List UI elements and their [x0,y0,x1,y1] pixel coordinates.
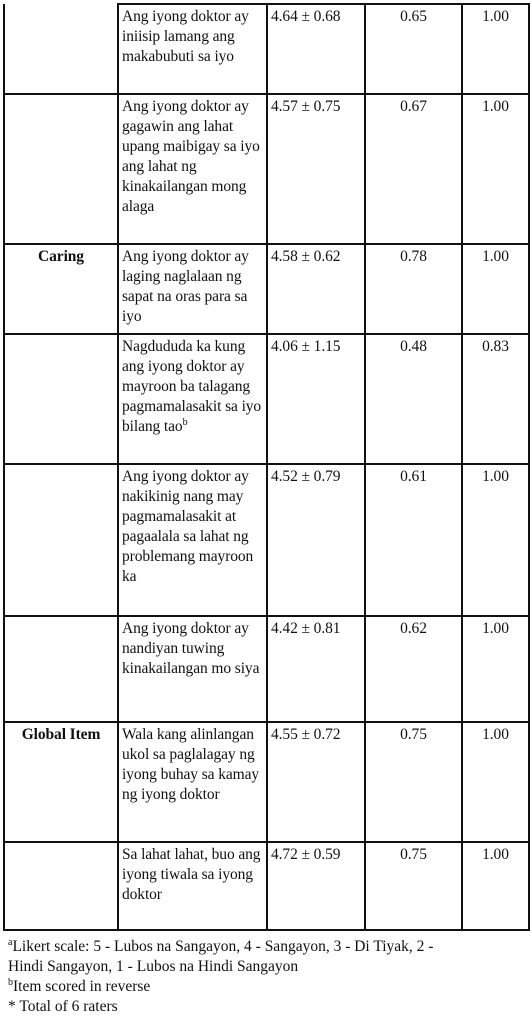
table-row [4,4,529,94]
domain-cell [4,842,118,930]
table-row [4,722,529,842]
item-text: Ang iyong doktor ay iniisip lamang ang makabubuti sa iyo [118,4,267,94]
value-cell-1: 0.62 [365,616,462,722]
domain-cell [4,4,118,94]
table-footnotes [8,937,528,1017]
mean-sd-cell: 4.64 ± 0.68 [267,4,365,94]
table-row [4,94,529,244]
value-cell-2: 1.00 [462,616,529,722]
value-cell-1: 0.75 [365,722,462,842]
mean-sd-cell: 4.58 ± 0.62 [267,244,365,334]
mean-sd-cell: 4.57 ± 0.75 [267,94,365,244]
value-cell-2: 0.83 [462,334,529,464]
value-cell-2: 1.00 [462,722,529,842]
value-cell-1: 0.75 [365,842,462,930]
table-row [4,464,529,616]
value-cell-1: 0.48 [365,334,462,464]
item-text: Ang iyong doktor ay nakikinig nang may pagmamalasakit at pagaalala sa lahat ng problemang mayroon ka [118,464,267,616]
item-text: Ang iyong doktor ay nandiyan tuwing kinakailangan mo siya [118,616,267,722]
footnote-raters: * Total of 6 raters [8,998,118,1015]
mean-sd-cell: 4.55 ± 0.72 [267,722,365,842]
mean-sd-cell: 4.06 ± 1.15 [267,334,365,464]
value-cell-2: 1.00 [462,842,529,930]
domain-cell: Caring [4,244,118,334]
domain-cell [4,464,118,616]
value-cell-2: 1.00 [462,244,529,334]
footnote-likert: $^a$Likert scale: 5 - Lubos na Sangayon, 4 - Sangayon, 3 - Di Tiyak, 2 - [8,936,434,955]
domain-cell [4,616,118,722]
item-text: Ang iyong doktor ay laging naglalaan ng sapat na oras para sa iyo [118,244,267,334]
value-cell-1: 0.61 [365,464,462,616]
item-text: Sa lahat lahat, buo ang iyong tiwala sa iyong doktor [118,842,267,930]
mean-sd-cell: 4.42 ± 0.81 [267,616,365,722]
trust-scale-table [3,3,530,931]
mean-sd-cell: 4.52 ± 0.79 [267,464,365,616]
table-row [4,616,529,722]
footnote-likert-cont: Hindi Sangayon, 1 - Lubos na Hindi Sangayon [8,958,299,975]
value-cell-2: 1.00 [462,464,529,616]
domain-cell [4,94,118,244]
footnote-reverse: $^b$Item scored in reverse [8,976,151,995]
domain-cell [4,334,118,464]
mean-sd-cell: 4.72 ± 0.59 [267,842,365,930]
item-text: Nagdududa ka kung ang iyong doktor ay mayroon ba talagang pagmamalasakit sa iyo bilang tao$^b$ [118,334,267,464]
value-cell-1: 0.78 [365,244,462,334]
table-row [4,842,529,930]
value-cell-2: 1.00 [462,4,529,94]
item-text: Ang iyong doktor ay gagawin ang lahat upang maibigay sa iyo ang lahat ng kinakailangan mong alaga [118,94,267,244]
table-row [4,244,529,334]
table-row [4,334,529,464]
domain-cell: Global Item [4,722,118,842]
value-cell-2: 1.00 [462,94,529,244]
value-cell-1: 0.67 [365,94,462,244]
value-cell-1: 0.65 [365,4,462,94]
item-text: Wala kang alinlangan ukol sa paglalagay ng iyong buhay sa kamay ng iyong doktor [118,722,267,842]
